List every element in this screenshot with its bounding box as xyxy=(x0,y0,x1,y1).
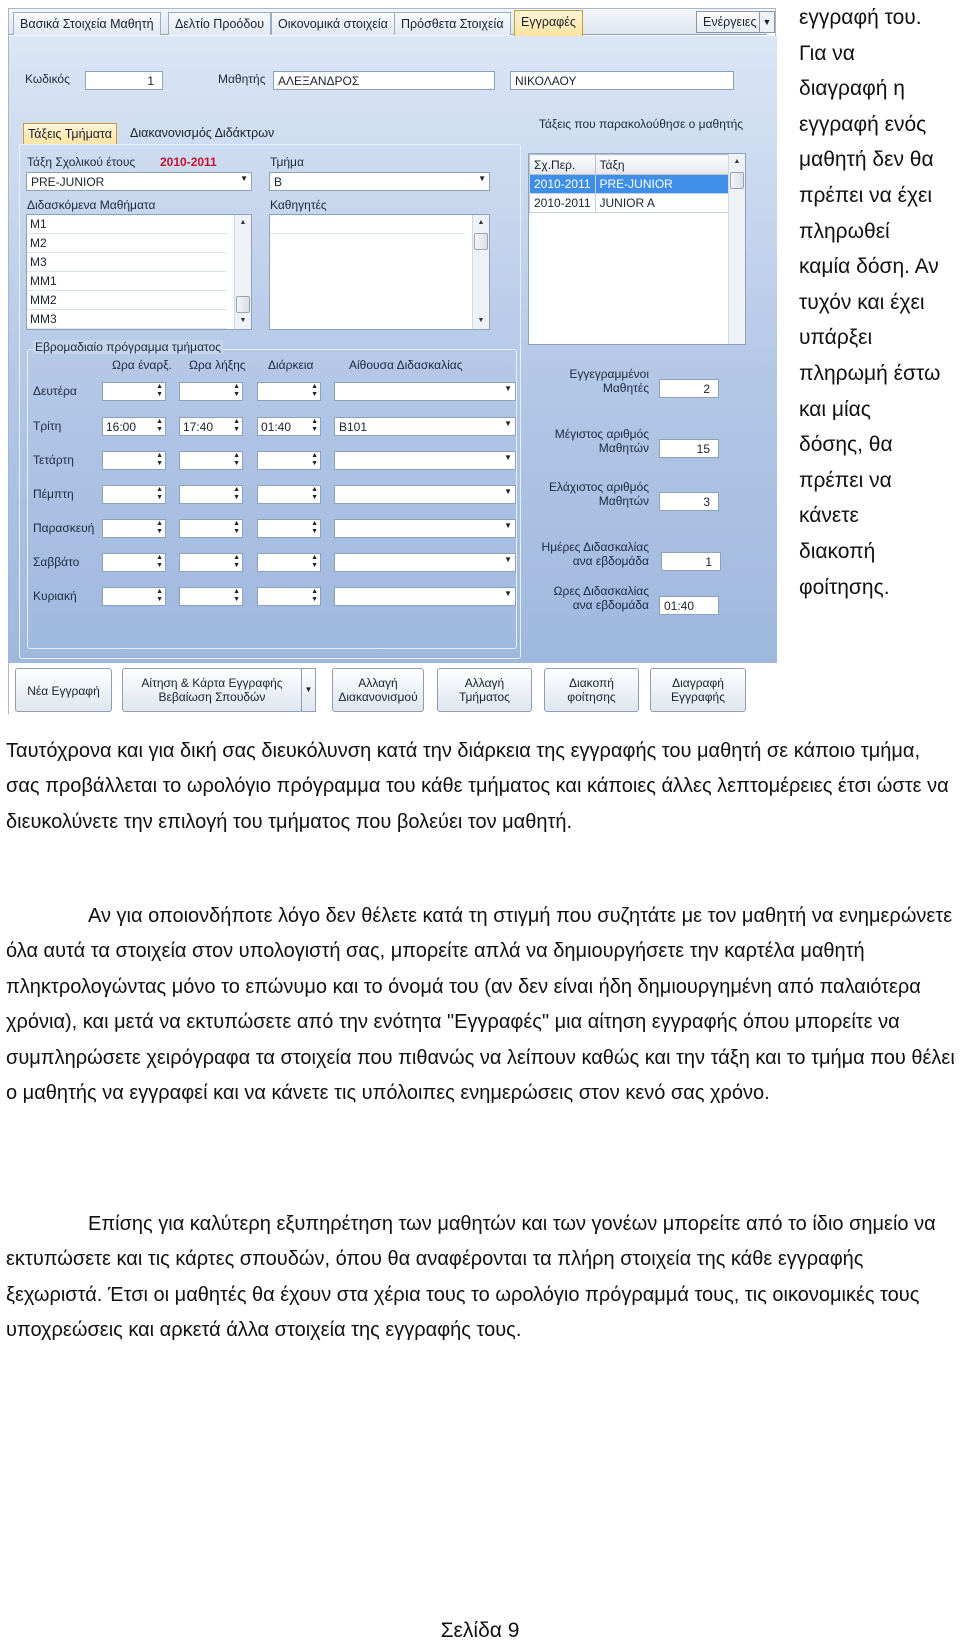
side-note-line: πρέπει να έχει xyxy=(799,183,933,207)
button-label: Διαγραφή xyxy=(672,676,724,690)
scroll-down-icon[interactable]: ▼ xyxy=(477,317,485,324)
class-select[interactable] xyxy=(26,172,252,191)
spinner-icon[interactable]: ▲ ▼ xyxy=(311,520,318,535)
attended-title: Τάξεις που παρακολούθησε ο μαθητής xyxy=(538,117,744,131)
schedule-title: Εβρομαδιαίο πρόγραμμα τμήματος xyxy=(35,340,222,354)
side-note-line: φοίτησης. xyxy=(799,575,890,599)
cell-class: PRE-JUNIOR xyxy=(595,175,730,194)
last-name-field[interactable]: ΝΙΚΟΛΑΟΥ xyxy=(510,71,734,90)
stop-attendance-button[interactable] xyxy=(544,668,639,712)
paragraph-3: Επίσης για καλύτερη εξυπηρέτηση των μαθητών και των γονέων μπορείτε από το ίδιο σημείο να εκτυπώσετε και τις κάρτες σπουδών, όπου θα αναφέρονται τα πλήρη στοιχεία της κάθε εγγραφής ξεχωριστά. Έτσι οι μαθητές θα έχουν στα χέρια τους το ωρολόγιο πρόγραμμά τους, τις οικονομικές τους υποχρεώσεις και αρκετά άλλα στοιχεία της εγγραφής τους. xyxy=(6,1213,936,1342)
spinner-icon[interactable]: ▲ ▼ xyxy=(233,554,240,569)
chevron-down-icon: ▼ xyxy=(504,384,512,393)
table-row[interactable] xyxy=(530,232,730,251)
attended-table xyxy=(529,154,730,327)
side-note-line: πληρωθεί xyxy=(799,219,890,243)
table-row[interactable] xyxy=(530,289,730,308)
table-row[interactable] xyxy=(530,251,730,270)
duration-field[interactable] xyxy=(257,587,321,606)
button-label: Τμήματος xyxy=(459,690,510,704)
side-note-line: εγγραφή του. xyxy=(799,6,922,29)
list-item[interactable] xyxy=(270,215,465,234)
code-field[interactable]: 1 xyxy=(85,71,163,90)
spinner-icon[interactable]: ▲ ▼ xyxy=(233,588,240,603)
spinner-icon[interactable]: ▲ ▼ xyxy=(311,452,318,467)
day-label: Παρασκευή xyxy=(33,521,95,535)
subject-item[interactable]: M1 xyxy=(27,215,227,234)
stat-value-field: 1 xyxy=(661,552,721,571)
empty-cell xyxy=(595,289,730,308)
side-note xyxy=(799,0,959,605)
end-time-field[interactable] xyxy=(179,382,243,401)
tab-progress-report[interactable]: Δελτίο Προόδου xyxy=(168,12,271,35)
start-time-field[interactable] xyxy=(102,587,166,606)
side-note-line: καμία δόση. Αν xyxy=(799,255,939,279)
button-label: Διακοπή xyxy=(569,676,614,690)
subject-item[interactable]: MM3 xyxy=(27,310,227,329)
spinner-icon[interactable]: ▲ ▼ xyxy=(233,383,240,398)
room-select[interactable] xyxy=(334,519,516,538)
day-label: Κυριακή xyxy=(33,589,77,603)
stat-value-field: 01:40 xyxy=(659,596,719,615)
empty-cell xyxy=(595,213,730,232)
stat-label-line: Εγγεγραμμένοι xyxy=(569,367,649,381)
cell-school-period: 2010-2011 xyxy=(530,194,596,213)
end-time-field[interactable] xyxy=(179,587,243,606)
subjects-label: Διδασκόμενα Μαθήματα xyxy=(27,198,156,212)
stat-label-line: Μαθητές xyxy=(602,381,649,395)
page-number: Σελίδα 9 xyxy=(440,1619,520,1642)
stat-label xyxy=(529,367,649,395)
subjects-list[interactable] xyxy=(26,214,252,330)
first-name-field[interactable]: ΑΛΕΞΑΝΔΡΟΣ xyxy=(273,71,495,90)
teachers-list[interactable] xyxy=(269,214,490,330)
chevron-down-icon: ▼ xyxy=(504,555,512,564)
col-duration: Διάρκεια xyxy=(268,358,314,372)
duration-value: 01:40 xyxy=(261,420,292,434)
subtab-fees[interactable]: Διακανονισμός Διδάκτρων xyxy=(130,126,275,140)
empty-cell xyxy=(530,270,596,289)
chevron-down-icon: ▼ xyxy=(504,589,512,598)
stat-label-line: ανα εβδομάδα xyxy=(572,554,649,568)
actions-label: Ενέργειες xyxy=(703,15,757,29)
empty-cell xyxy=(530,251,596,270)
action-buttons-bar xyxy=(9,663,777,715)
end-time-field[interactable] xyxy=(179,417,243,436)
scroll-up-icon[interactable]: ▲ xyxy=(733,158,741,165)
duration-field[interactable] xyxy=(257,485,321,504)
empty-cell xyxy=(530,232,596,251)
col-class[interactable]: Τάξη xyxy=(595,155,730,175)
school-year: 2010-2011 xyxy=(160,155,217,169)
duration-field[interactable] xyxy=(257,417,321,436)
table-row[interactable] xyxy=(530,213,730,232)
tab-financial[interactable]: Οικονομικά στοιχεία xyxy=(271,12,395,35)
stat-label xyxy=(529,540,649,568)
room-select[interactable] xyxy=(334,485,516,504)
code-label: Κωδικός xyxy=(25,72,70,86)
end-time-value: 17:40 xyxy=(183,420,214,434)
chevron-down-icon[interactable]: ▼ xyxy=(301,668,316,712)
empty-cell xyxy=(530,289,596,308)
stat-label-line: Ωρες Διδασκαλίας xyxy=(553,584,649,598)
spinner-icon[interactable]: ▲ ▼ xyxy=(156,486,163,501)
room-select[interactable] xyxy=(334,382,516,401)
scroll-thumb[interactable] xyxy=(730,172,744,189)
col-end: Ωρα λήξης xyxy=(189,358,246,372)
stat-label xyxy=(529,480,649,508)
spinner-icon[interactable]: ▲ ▼ xyxy=(156,418,163,433)
room-select[interactable] xyxy=(334,417,516,436)
col-school-period[interactable]: Σχ.Περ. xyxy=(530,155,596,175)
scroll-down-icon[interactable]: ▼ xyxy=(239,317,247,324)
start-time-field[interactable] xyxy=(102,485,166,504)
day-label: Σαββάτο xyxy=(33,555,80,569)
chevron-down-icon: ▼ xyxy=(240,174,248,183)
day-label: Τετάρτη xyxy=(33,453,74,467)
new-registration-button[interactable] xyxy=(15,668,112,712)
stat-value-field: 3 xyxy=(659,492,719,511)
room-value: B101 xyxy=(339,420,368,434)
side-note-line: εγγραφή ενός xyxy=(799,112,927,136)
start-time-field[interactable] xyxy=(102,382,166,401)
subject-item[interactable]: MM2 xyxy=(27,291,227,310)
chevron-down-icon: ▼ xyxy=(504,521,512,530)
subjects-scrollbar[interactable] xyxy=(234,215,251,329)
paragraph-2: Αν για οποιονδήποτε λόγο δεν θέλετε κατά τη στιγμή που συζητάτε με τον μαθητή να ενημερώνετε όλα αυτά τα στοιχεία στον υπολογιστή σας, μπορείτε απλά να δημιουργήσετε την καρτέλα μαθητή πληκτρολογώντας μόνο το επώνυμο και το όνομά του (αν δεν είναι ήδη δημιουργημένη από παλαιότερα χρόνια), και μετά να εκτυπώσετε από την ενότητα "Εγγραφές" μια αίτηση εγγραφής όπου μπορείτε να συμπληρώσετε χειρόγραφα τα στοιχεία που πιθανώς να λείπουν καθώς και την τάξη και το τμήμα που θέλει ο μαθητής να εγγραφεί και να κάνετε τις υπόλοιπες ενημερώσεις στον κενό σας χρόνο. xyxy=(6,905,955,1105)
start-time-value: 16:00 xyxy=(106,420,137,434)
table-row[interactable] xyxy=(530,270,730,289)
button-label: Αλλαγή xyxy=(464,676,505,690)
spinner-icon[interactable]: ▲ ▼ xyxy=(311,588,318,603)
day-label: Δευτέρα xyxy=(33,384,77,398)
spinner-icon[interactable]: ▲ ▼ xyxy=(233,486,240,501)
button-label: Νέα Εγγραφή xyxy=(27,684,100,698)
duration-field[interactable] xyxy=(257,553,321,572)
stat-value-field: 15 xyxy=(659,439,719,458)
button-label: Αίτηση & Κάρτα Εγγραφής xyxy=(141,676,283,690)
section-label: Τμήμα xyxy=(270,155,304,169)
start-time-field[interactable] xyxy=(102,519,166,538)
spinner-icon[interactable]: ▲ ▼ xyxy=(156,520,163,535)
spinner-icon[interactable]: ▲ ▼ xyxy=(311,554,318,569)
spinner-icon[interactable]: ▲ ▼ xyxy=(156,554,163,569)
spinner-icon[interactable]: ▲ ▼ xyxy=(233,520,240,535)
side-note-line: υπάρξει xyxy=(799,326,873,350)
room-select[interactable] xyxy=(334,451,516,470)
spinner-icon[interactable]: ▲ ▼ xyxy=(311,486,318,501)
stat-label-line: Μέγιστος αριθμός xyxy=(554,427,649,441)
application-card-button[interactable] xyxy=(122,668,313,712)
side-note-line: κάνετε xyxy=(799,504,859,528)
spinner-icon[interactable]: ▲ ▼ xyxy=(311,383,318,398)
side-note-line: Για να xyxy=(799,41,855,65)
end-time-field[interactable] xyxy=(179,553,243,572)
stat-label-line: ανα εβδομάδα xyxy=(572,598,649,612)
table-row[interactable] xyxy=(530,194,730,213)
subject-item[interactable]: M2 xyxy=(27,234,227,253)
empty-cell xyxy=(530,213,596,232)
table-row[interactable] xyxy=(530,175,730,194)
teachers-label: Καθηγητές xyxy=(270,198,327,212)
side-note-line: πληρωμή έστω xyxy=(799,361,941,385)
spinner-icon[interactable]: ▲ ▼ xyxy=(233,418,240,433)
spinner-icon[interactable]: ▲ ▼ xyxy=(156,452,163,467)
registration-panel xyxy=(9,36,777,663)
empty-cell xyxy=(595,251,730,270)
registration-window xyxy=(8,8,776,714)
start-time-field[interactable] xyxy=(102,417,166,436)
chevron-down-icon: ▼ xyxy=(504,487,512,496)
chevron-down-icon: ▼ xyxy=(504,419,512,428)
main-tab-bar xyxy=(9,9,767,35)
end-time-field[interactable] xyxy=(179,485,243,504)
class-value: PRE-JUNIOR xyxy=(31,175,105,189)
day-label: Πέμπτη xyxy=(33,487,74,501)
delete-registration-button[interactable] xyxy=(650,668,746,712)
change-fees-button[interactable] xyxy=(332,668,424,712)
col-start: Ωρα έναρξ. xyxy=(112,358,172,372)
side-note-line: τυχόν και έχει xyxy=(799,290,925,314)
subject-item[interactable]: M3 xyxy=(27,253,227,272)
stat-label-line: Μαθητών xyxy=(598,494,649,508)
chevron-down-icon: ▼ xyxy=(478,174,486,183)
subject-item[interactable]: MM1 xyxy=(27,272,227,291)
stat-label-line: Μαθητών xyxy=(598,441,649,455)
button-label: Αλλαγή xyxy=(358,676,398,690)
duration-field[interactable] xyxy=(257,382,321,401)
side-note-line: μαθητή δεν θα xyxy=(799,148,934,172)
attended-scrollbar[interactable] xyxy=(728,154,745,344)
button-label: Βεβαίωση Σπουδών xyxy=(158,690,266,704)
attended-classes-grid[interactable] xyxy=(528,153,746,345)
stat-label xyxy=(529,427,649,455)
empty-cell xyxy=(595,232,730,251)
empty-cell xyxy=(595,270,730,289)
duration-field[interactable] xyxy=(257,519,321,538)
start-time-field[interactable] xyxy=(102,553,166,572)
end-time-field[interactable] xyxy=(179,519,243,538)
end-time-field[interactable] xyxy=(179,451,243,470)
scroll-up-icon[interactable]: ▲ xyxy=(239,219,247,226)
actions-menu-button[interactable] xyxy=(696,11,775,33)
table-row[interactable] xyxy=(530,308,730,327)
side-note-line: πρέπει να xyxy=(799,468,892,492)
stat-label xyxy=(529,584,649,612)
button-label: φοίτησης xyxy=(567,690,616,704)
side-note-line: και μίας xyxy=(799,397,871,421)
change-section-button[interactable] xyxy=(437,668,532,712)
button-label: Εγγραφής xyxy=(670,690,725,704)
spinner-icon[interactable]: ▲ ▼ xyxy=(156,588,163,603)
side-note-line: δόσης, θα xyxy=(799,433,893,457)
spinner-icon[interactable]: ▲ ▼ xyxy=(233,452,240,467)
day-label: Τρίτη xyxy=(33,419,62,433)
stat-label-line: Ημέρες Διδασκαλίας xyxy=(541,540,649,554)
side-note-line: διακοπή xyxy=(799,539,876,563)
student-label: Μαθητής xyxy=(218,72,266,86)
stat-value-field: 2 xyxy=(659,379,719,398)
scroll-up-icon[interactable]: ▲ xyxy=(477,219,485,226)
section-value: B xyxy=(274,175,283,189)
subtab-classes[interactable]: Τάξεις Τμήματα xyxy=(23,123,117,145)
tab-additional-info[interactable]: Πρόσθετα Στοιχεία xyxy=(394,12,511,35)
year-class-label: Τάξη Σχολικού έτους xyxy=(27,155,136,169)
tab-registrations[interactable]: Εγγραφές xyxy=(514,10,583,36)
tab-basic-info[interactable]: Βασικά Στοιχεία Μαθητή xyxy=(13,12,161,35)
empty-cell xyxy=(595,308,730,327)
start-time-field[interactable] xyxy=(102,451,166,470)
chevron-down-icon: ▼ xyxy=(504,453,512,462)
duration-field[interactable] xyxy=(257,451,321,470)
room-select[interactable] xyxy=(334,587,516,606)
side-note-line: διαγραφή η xyxy=(799,77,905,101)
cell-class: JUNIOR A xyxy=(595,194,730,213)
cell-school-period: 2010-2011 xyxy=(530,175,596,194)
paragraph-1: Ταυτόχρονα και για δική σας διευκόλυνση κατά την διάρκεια της εγγραφής του μαθητή σε κάποιο τμήμα, σας προβάλλεται το ωρολόγιο πρόγραμμα του κάθε τμήματος και κάποιες άλλες λεπτομέρειες έτσι ώστε να διευκολύνετε την επιλογή του τμήματος που βολεύει τον μαθητή. xyxy=(6,740,949,833)
empty-cell xyxy=(530,308,596,327)
spinner-icon[interactable]: ▲ ▼ xyxy=(311,418,318,433)
section-select[interactable] xyxy=(269,172,490,191)
chevron-down-icon[interactable]: ▼ xyxy=(759,11,775,33)
spinner-icon[interactable]: ▲ ▼ xyxy=(156,383,163,398)
scroll-thumb[interactable] xyxy=(236,296,250,313)
room-select[interactable] xyxy=(334,553,516,572)
stat-label-line: Ελάχιστος αριθμός xyxy=(549,480,649,494)
col-room: Αίθουσα Διδασκαλίας xyxy=(349,358,463,372)
scroll-thumb[interactable] xyxy=(474,233,488,250)
teachers-scrollbar[interactable] xyxy=(472,215,489,329)
button-label: Διακανονισμού xyxy=(338,690,418,704)
